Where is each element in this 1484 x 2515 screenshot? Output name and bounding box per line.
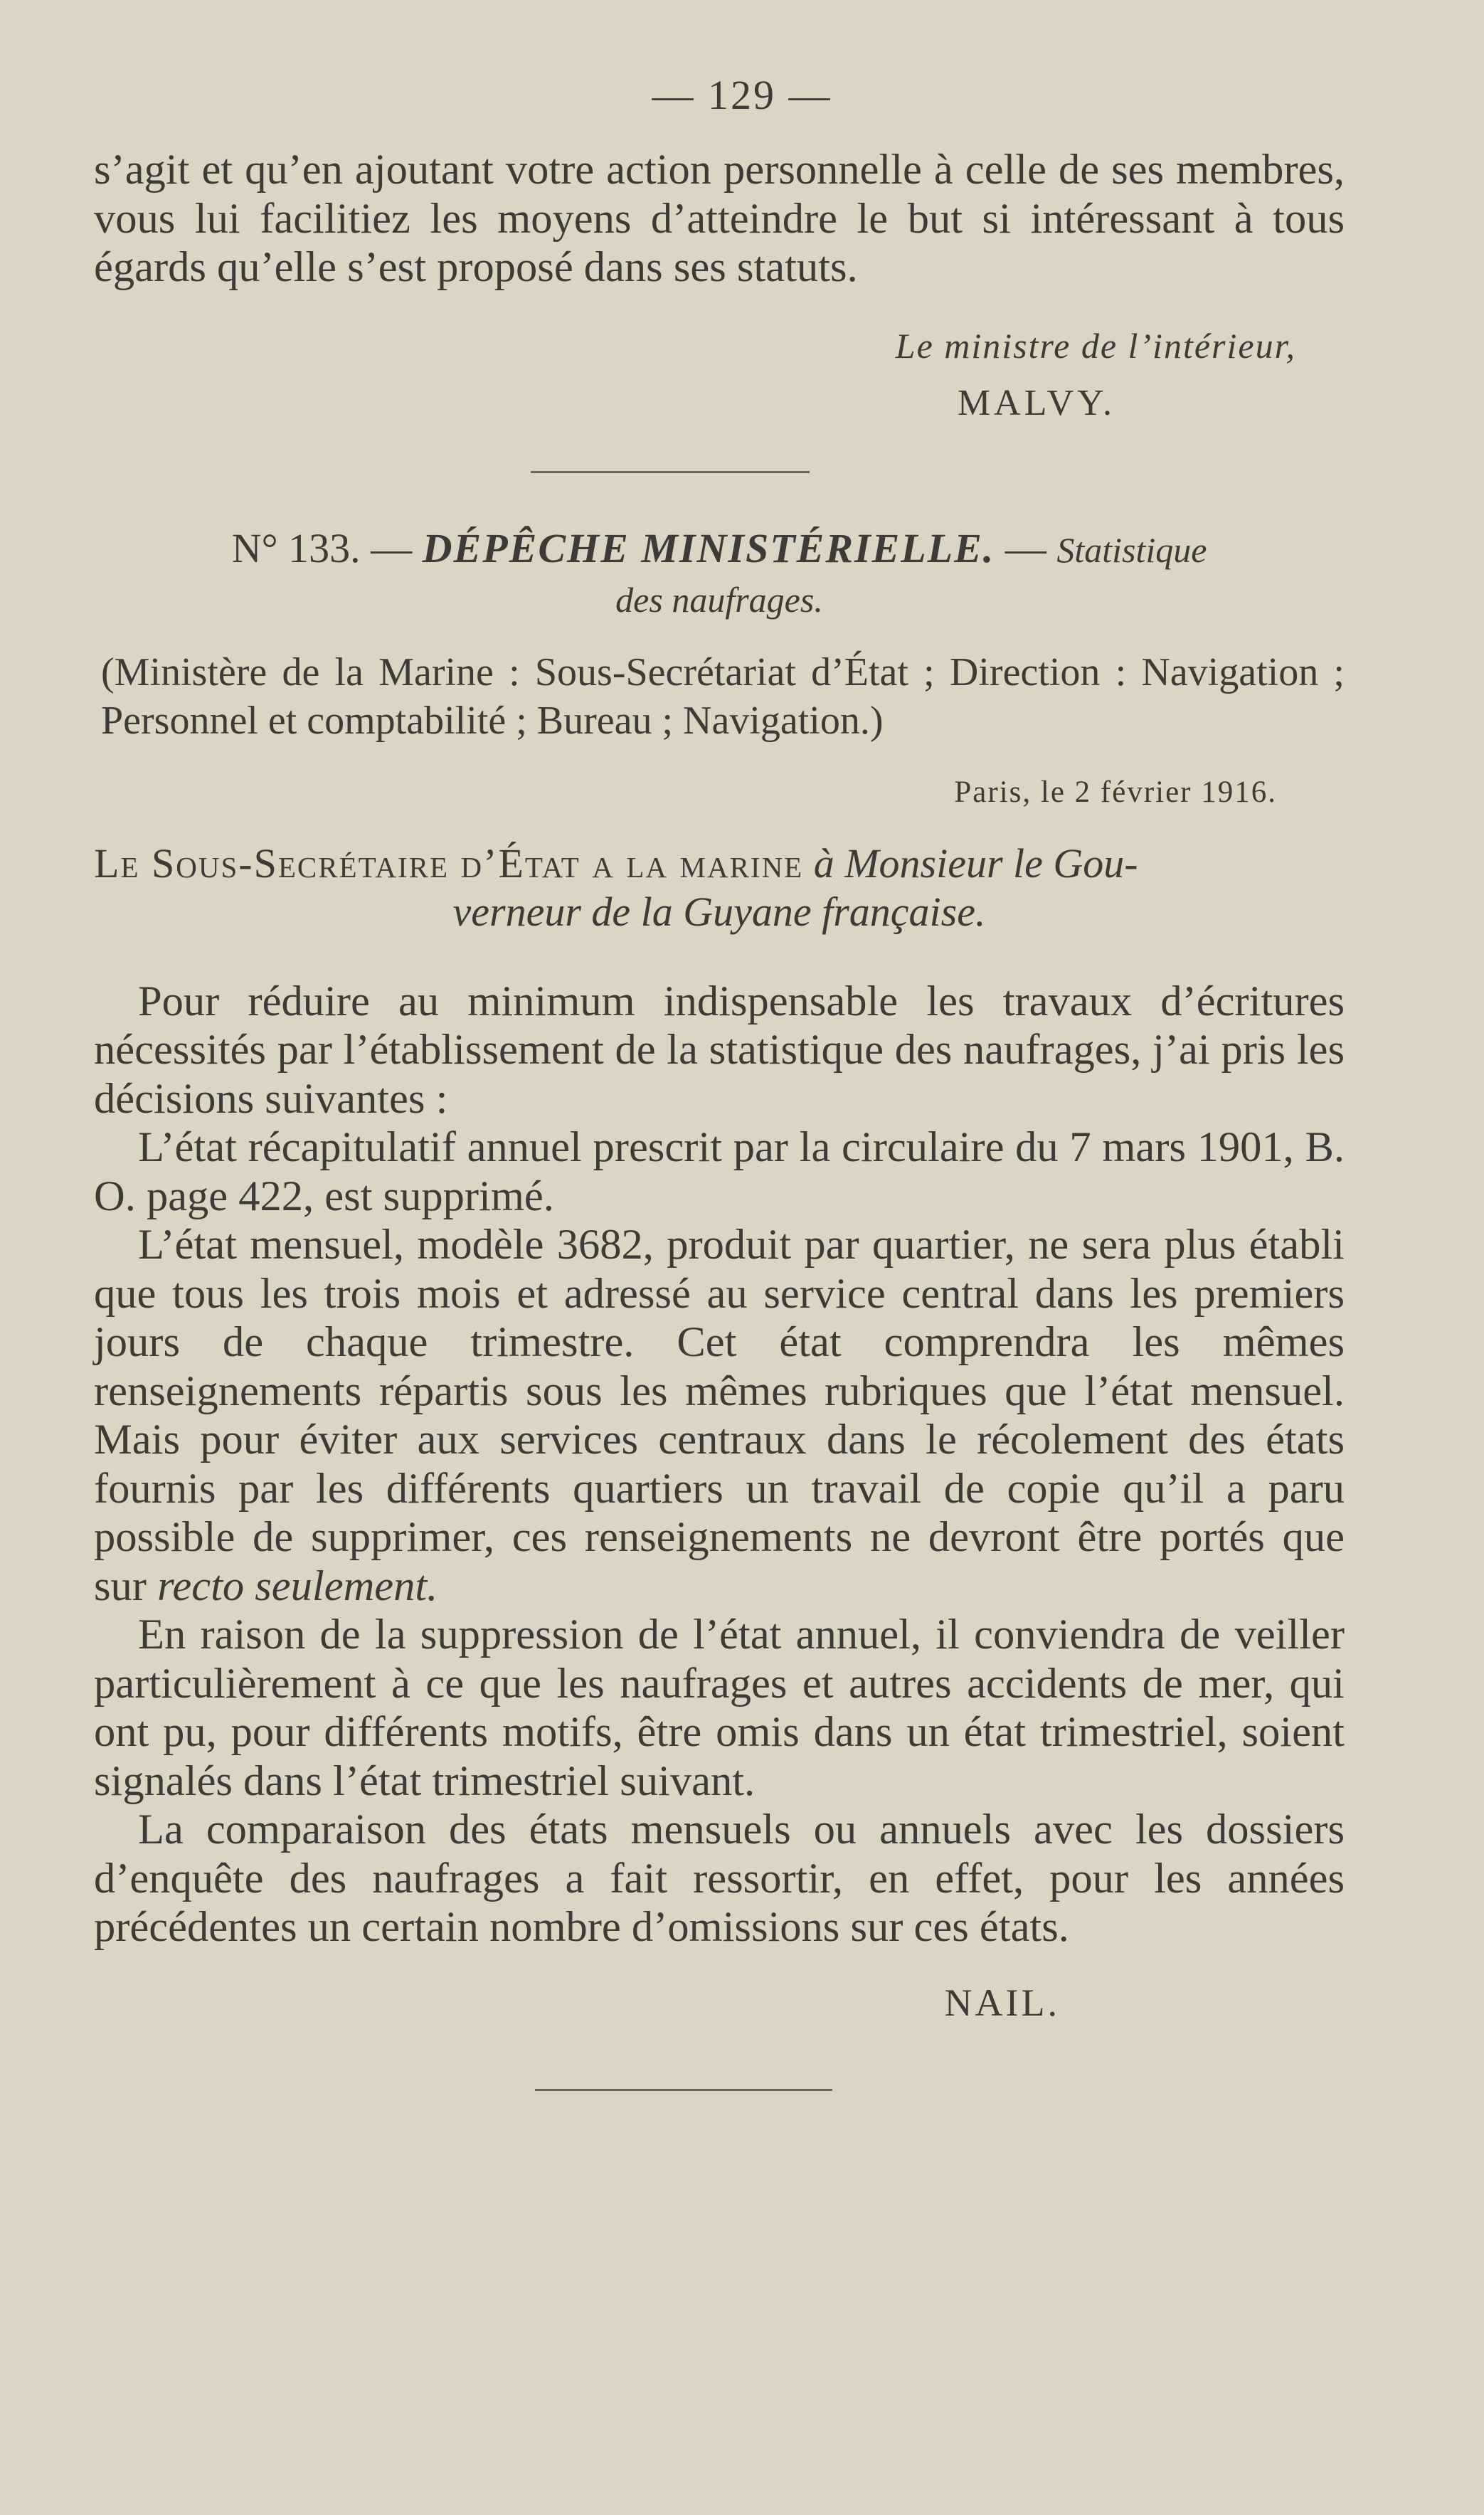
ministry-line: (Ministère de la Marine : Sous-Secrétariat d’État ; Direction : Navigation ; Personnel et comptabilité ; Bureau ; Navigation.) xyxy=(101,650,1345,743)
recipient: Monsieur le Gou- xyxy=(844,840,1138,886)
body-paragraph-5: La comparaison des états mensuels ou annuels avec les dossiers d’enquête des naufrages a fait ressortir, en effet, pour les années précédentes un certain nombre d’omissions sur ces états. xyxy=(94,1806,1345,1951)
dateline: Paris, le 2 février 1916. xyxy=(954,775,1277,809)
page-number: — 129 — xyxy=(652,72,832,118)
opening-paragraph: s’agit et qu’en ajoutant votre action personnelle à celle de ses membres, vous lui facilitiez les moyens d’atteindre le but si intéressant à tous égards qu’elle s’est proposé dans ses statuts. xyxy=(94,146,1345,291)
body-paragraph-1: Pour réduire au minimum indispensable les travaux d’écritures nécessités par l’établissement de la statistique des naufrages, j’ai pris les décisions suivantes : xyxy=(94,977,1345,1123)
body-paragraph-3 xyxy=(94,1221,1345,1611)
closing-signature: NAIL. xyxy=(944,1981,1060,2024)
signatory-name: MALVY. xyxy=(957,382,1115,423)
dispatch-number: N° 133. — xyxy=(231,524,413,571)
address-block xyxy=(94,840,1345,936)
body-paragraph-4: En raison de la suppression de l’état annuel, il conviendra de veiller particulièrement à ce que les naufrages et autres accidents de mer, qui ont pu, pour différents motifs, être omis dans un état trimestriel, soient signalés dans l’état trimestriel suivant. xyxy=(94,1611,1345,1805)
address-connector: à xyxy=(813,840,834,886)
recipient-cont: verneur de la Guyane française. xyxy=(452,888,986,935)
body-paragraph-2: L’état récapitulatif annuel prescrit par la circulaire du 7 mars 1901, B. O. page 422, est supprimé. xyxy=(94,1123,1345,1220)
dispatch-subject-cont: des naufrages. xyxy=(615,579,823,620)
body-paragraph-3-italic: recto seulement. xyxy=(157,1562,438,1610)
sender: Le Sous-Secrétaire d’État a la marine xyxy=(94,840,804,886)
dispatch-subject: Statistique xyxy=(1056,529,1207,570)
end-divider xyxy=(535,2089,832,2091)
signatory-role: Le ministre de l’intérieur, xyxy=(895,325,1296,366)
dispatch-heading xyxy=(94,524,1345,624)
dispatch-title: DÉPÊCHE MINISTÉRIELLE. xyxy=(422,524,995,571)
heading-dash: — xyxy=(1005,524,1046,571)
body-paragraph-3-text: L’état mensuel, modèle 3682, produit par quartier, ne sera plus établi que tous les trois mois et adressé au service central dans les premiers jours de chaque trimestre. Cet état comprendra les mêmes renseignements répartis sous les mêmes rubriques que l’état mensuel. Mais pour éviter aux services centraux dans le récolement des états fournis par les différents quartiers un travail de copie qu’il a paru possible de supprimer, ces renseignements ne devront être portés que sur xyxy=(94,1221,1345,1610)
